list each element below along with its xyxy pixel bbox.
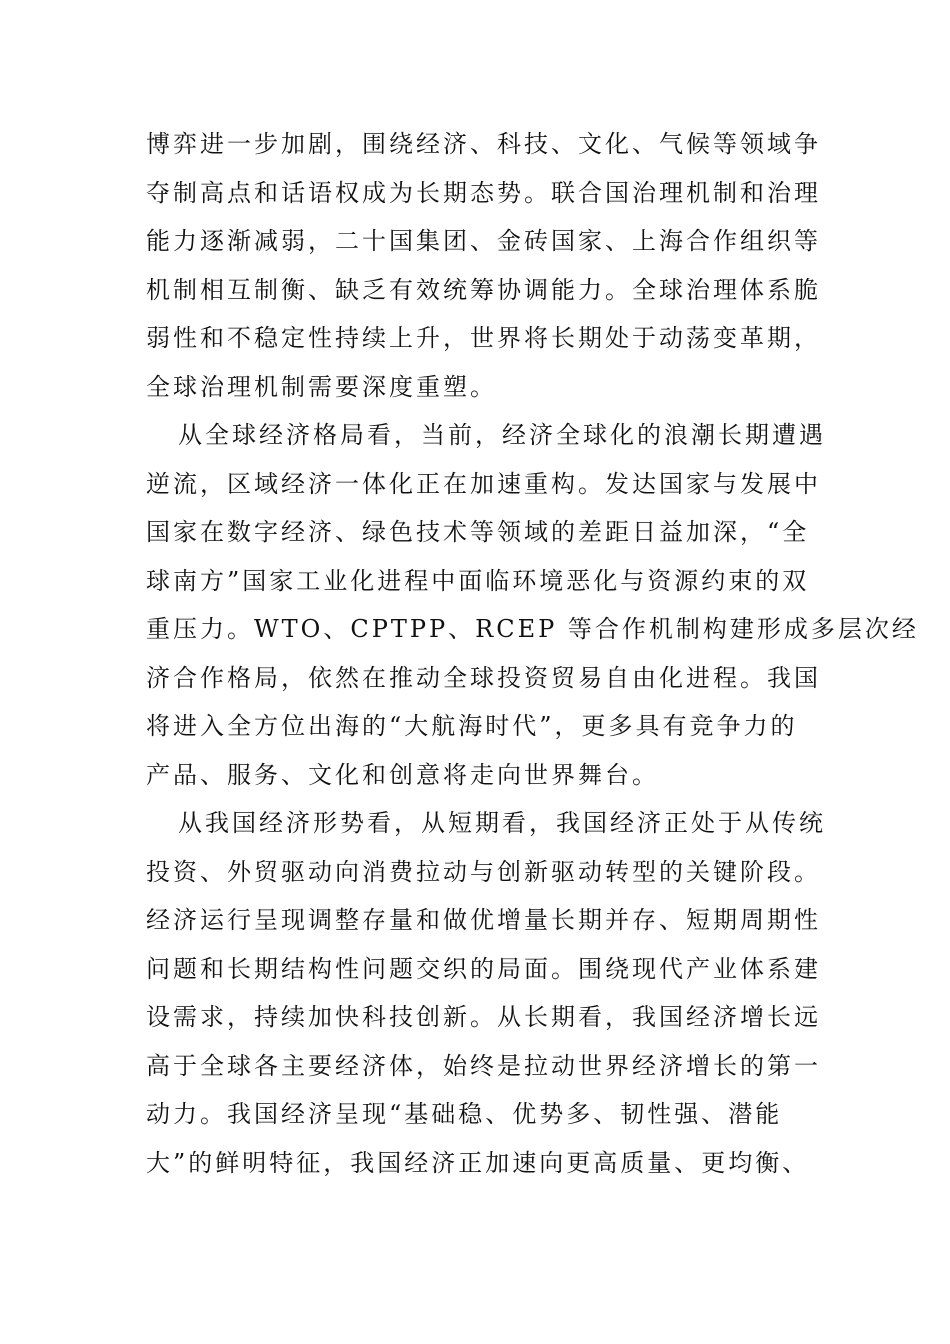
- paragraph-line: 从全球经济格局看，当前，经济全球化的浪潮长期遭遇: [178, 421, 826, 449]
- paragraph-line: 弱性和不稳定性持续上升，世界将长期处于动荡变革期，: [146, 324, 821, 352]
- paragraph-line: 经济运行呈现调整存量和做优增量长期并存、短期周期性: [146, 906, 821, 934]
- paragraph-line: 全球治理机制需要深度重塑。: [146, 372, 497, 401]
- paragraph-line: 能力逐渐减弱，二十国集团、金砖国家、上海合作组织等: [146, 227, 821, 255]
- paragraph-line: 夺制高点和话语权成为长期态势。联合国治理机制和治理: [146, 178, 821, 207]
- document-body: [146, 120, 919, 1187]
- paragraph-line: 逆流，区域经济一体化正在加速重构。发达国家与发展中: [146, 469, 821, 498]
- paragraph-line: 问题和长期结构性问题交织的局面。围绕现代产业体系建: [146, 954, 821, 983]
- paragraph-line: 大”的鲜明特征，我国经济正加速向更高质量、更均衡、: [146, 1148, 810, 1177]
- paragraph-line: 动力。我国经济呈现“基础稳、优势多、韧性强、潜能: [146, 1100, 783, 1128]
- paragraph-line: 设需求，持续加快科技创新。从长期看，我国经济增长远: [146, 1003, 821, 1031]
- paragraph-line: 博弈进一步加剧，围绕经济、科技、文化、气候等领域争: [146, 130, 821, 158]
- paragraph-1: [146, 120, 821, 411]
- paragraph-3: [146, 799, 826, 1187]
- paragraph-line: 将进入全方位出海的“大航海时代”，更多具有竞争力的: [146, 712, 798, 740]
- paragraph-line: 高于全球各主要经济体，始终是拉动世界经济增长的第一: [146, 1051, 821, 1080]
- paragraph-line: 国家在数字经济、绿色技术等领域的差距日益加深，“全: [146, 518, 810, 546]
- paragraph-line: 球南方”国家工业化进程中面临环境恶化与资源约束的双: [146, 566, 810, 595]
- paragraph-2: [146, 411, 919, 799]
- paragraph-line: 从我国经济形势看，从短期看，我国经济正处于从传统: [178, 809, 826, 837]
- paragraph-line: 机制相互制衡、缺乏有效统筹协调能力。全球治理体系脆: [146, 275, 821, 304]
- paragraph-line: 产品、服务、文化和创意将走向世界舞台。: [146, 760, 659, 789]
- paragraph-line: 重压力。WTO、CPTPP、RCEP 等合作机制构建形成多层次经: [146, 615, 919, 643]
- paragraph-line: 投资、外贸驱动向消费拉动与创新驱动转型的关键阶段。: [146, 857, 821, 886]
- paragraph-line: 济合作格局，依然在推动全球投资贸易自由化进程。我国: [146, 663, 821, 692]
